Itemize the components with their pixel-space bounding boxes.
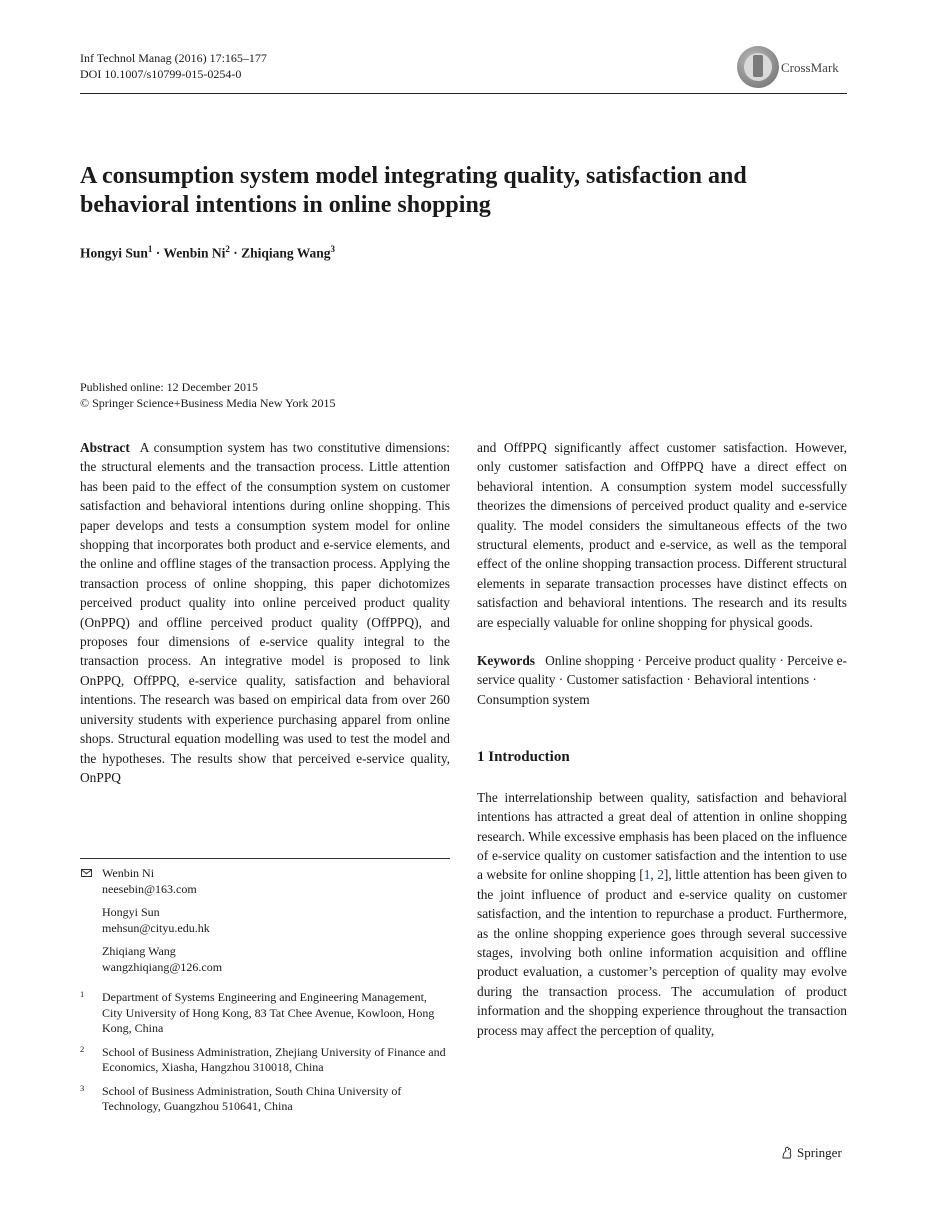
affiliation-number: 3 <box>80 1082 85 1093</box>
affiliation-entry <box>80 1045 450 1076</box>
introduction-paragraph <box>477 788 847 1040</box>
publisher-logo <box>781 1145 842 1161</box>
affiliation-entry <box>80 1084 450 1115</box>
affiliation-text: School of Business Administration, Zhejiang University of Finance and Economics, Xiasha, Hangzhou 310018, China <box>102 1044 446 1074</box>
affiliations <box>80 990 450 1123</box>
affiliation-number: 2 <box>80 1043 85 1054</box>
contact-email[interactable]: neesebin@163.com <box>102 881 197 896</box>
intro-text: ], little attention has been given to the joint influence of product and e-service quality on customer satisfaction, and the intention to repurchase a product. Furthermore, as the online shopping experience goes through several successive stages, involving both online information acquisition and offline product evaluation, a customer’s perception of quality may evolve during the transaction process. The accumulation of product information and the shopping experience throughout the transaction process may affect the perception of quality, <box>477 867 848 1038</box>
section-heading-introduction: 1 Introduction <box>477 749 570 766</box>
contact-email[interactable]: wangzhiqiang@126.com <box>102 959 223 974</box>
abstract-text: A consumption system has two constitutive dimensions: the structural elements and the transaction process. Little attention has been paid to the effect of the consumption system on customer satisfaction and behavioral intentions during online shopping. This paper develops and tests a consumption system model for online shopping that incorporates both product and e-service elements, and the online and offline stages of the transaction process. Applying the transaction process of online shopping, this paper dichotomizes perceived product quality into online perceived product quality (OnPPQ) and offline perceived product quality (OffPPQ), and proposes four dimensions of e-service quality integral to the transaction process. An integrative model is proposed to link OnPPQ, OffPPQ, e-service quality, satisfaction and behavioral intentions. The research was based on empirical data from over 260 university students with experience purchasing apparel from online shops. Structural equation modelling was used to test the model and the hypotheses. The results show that perceived e-service quality, OnPPQ <box>80 440 450 785</box>
doi[interactable]: DOI 10.1007/s10799-015-0254-0 <box>80 67 242 81</box>
contact-email[interactable]: mehsun@cityu.edu.hk <box>102 920 210 935</box>
springer-horse-icon <box>781 1146 793 1159</box>
citation-link[interactable]: 2 <box>657 867 664 883</box>
keywords <box>477 651 847 709</box>
citation-link[interactable]: 1 <box>643 867 651 883</box>
author-separator: · <box>229 245 242 261</box>
abstract-label: Abstract <box>80 440 130 455</box>
footnote-rule <box>80 858 450 859</box>
contact-entry <box>80 944 450 975</box>
author-affil-mark: 1 <box>147 244 153 254</box>
publisher-name: Springer <box>797 1145 842 1160</box>
right-column <box>477 438 847 1040</box>
contact-entry <box>80 905 450 936</box>
author-affil-mark: 3 <box>330 244 336 254</box>
contact-name: Wenbin Ni <box>102 866 155 880</box>
author-name[interactable]: Hongyi Sun <box>80 245 148 261</box>
header-rule <box>80 93 847 94</box>
crossmark-icon <box>737 46 779 88</box>
affiliation-text: Department of Systems Engineering and Engineering Management, City University of Hong Kong, 83 Tat Chee Avenue, Kowloon, Hong Kong, China <box>102 990 435 1035</box>
affiliation-text: School of Business Administration, South China University of Technology, Guangzhou 510641, China <box>102 1083 402 1113</box>
crossmark-label: CrossMark <box>781 60 839 75</box>
author-list <box>80 244 335 262</box>
affiliation-entry <box>80 990 450 1037</box>
intro-text: The interrelationship between quality, satisfaction and behavioral intentions has attracted a great deal of attention in online shopping research. While excessive emphasis has been placed on the influence of e-service quality on customer satisfaction and the intention to use a website for online shopping [ <box>477 789 847 883</box>
author-contacts <box>80 866 450 983</box>
keywords-label: Keywords <box>477 653 536 669</box>
journal-header <box>80 50 267 82</box>
author-name[interactable]: Zhiqiang Wang <box>241 245 331 261</box>
abstract-continued: and OffPPQ significantly affect customer satisfaction. However, only customer satisfaction and OffPPQ have a direct effect on behavioral intention. A consumption system model successfully theorizes the dimensions of perceived product quality and e-service quality. The model considers the simultaneous effects of the two structural elements, product and e-service, as well as the temporal effect of the online shopping transaction process. Different structural elements in separate transaction processes have distinct effects on satisfaction and behavioral intentions. The research and its results are especially valuable for online shopping for physical goods. <box>477 440 847 630</box>
contact-name: Zhiqiang Wang <box>102 944 176 958</box>
author-affil-mark: 2 <box>225 244 230 254</box>
crossmark-badge[interactable] <box>737 46 849 90</box>
abstract-left-column <box>80 438 450 787</box>
affiliation-number: 1 <box>80 989 85 999</box>
contact-entry <box>80 866 450 897</box>
author-name[interactable]: Wenbin Ni <box>163 245 226 261</box>
publication-info <box>80 379 336 411</box>
abstract-paragraph <box>80 438 450 787</box>
published-date: Published online: 12 December 2015 <box>80 380 258 394</box>
keywords-text: Online shopping · Perceive product quality · Perceive e-service quality · Customer satisfaction · Behavioral intentions · Consumption system <box>477 653 848 707</box>
journal-citation: Inf Technol Manag (2016) 17:165–177 <box>80 51 267 65</box>
author-separator: · <box>152 245 164 261</box>
copyright: © Springer Science+Business Media New York 2015 <box>80 396 336 410</box>
citation-separator: , <box>650 867 658 883</box>
envelope-icon <box>81 869 92 877</box>
paper-title: A consumption system model integrating quality, satisfaction and behavioral intentions in online shopping <box>80 163 747 218</box>
contact-name: Hongyi Sun <box>102 905 160 919</box>
